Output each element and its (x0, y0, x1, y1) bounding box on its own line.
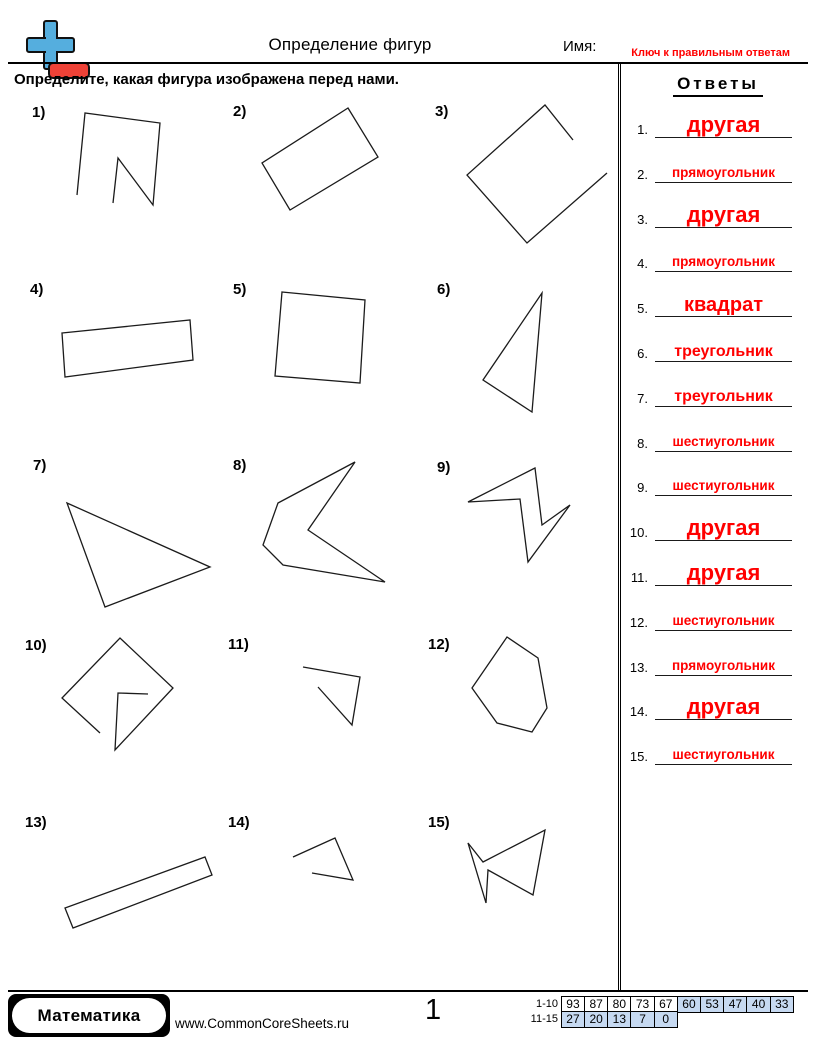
answer-number: 14. (629, 704, 648, 720)
problem-number-6: 6) (437, 281, 451, 298)
score-cell: 47 (723, 996, 748, 1013)
answer-row-5 (624, 287, 792, 317)
answer-row-8 (624, 422, 792, 452)
score-cell: 13 (607, 1011, 632, 1028)
score-cell: 27 (561, 1011, 586, 1028)
answer-blank-line[interactable] (655, 562, 792, 586)
answer-row-11 (624, 556, 792, 586)
shape-7 (67, 503, 210, 607)
score-cell: 0 (654, 1011, 679, 1028)
shape-6 (483, 293, 542, 412)
shape-2 (262, 108, 378, 210)
answer-blank-line[interactable] (655, 201, 792, 228)
answer-row-6 (624, 332, 792, 362)
answer-text: другая (686, 694, 761, 720)
footer-rule (8, 990, 808, 992)
score-range-label: 1-10 (535, 998, 558, 1011)
website-link[interactable]: www.CommonCoreSheets.ru (175, 1016, 350, 1031)
answer-row-12 (624, 601, 792, 631)
score-cell: 60 (677, 996, 702, 1013)
shape-13 (65, 857, 212, 928)
problem-number-15: 15) (428, 814, 450, 831)
worksheet-title: Определение фигур (268, 35, 432, 54)
answer-text: другая (686, 515, 761, 541)
answers-divider-line (618, 64, 621, 992)
answer-text: прямоугольник (672, 164, 775, 180)
answer-blank-line[interactable] (655, 696, 792, 720)
problem-number-2: 2) (233, 103, 247, 120)
answer-number: 4. (637, 256, 648, 272)
subject-badge-label: Математика (12, 998, 166, 1033)
name-label: Имя: (563, 38, 597, 55)
answer-number: 11. (630, 570, 648, 585)
answer-text: шестиугольник (672, 478, 775, 494)
answer-text: прямоугольник (672, 254, 775, 270)
score-cell: 87 (584, 996, 609, 1013)
shape-12 (472, 637, 547, 732)
answers-header (640, 74, 796, 97)
problem-number-7: 7) (33, 457, 47, 474)
answer-row-14 (624, 690, 792, 720)
score-cell: 7 (630, 1011, 655, 1028)
shape-8 (263, 462, 385, 582)
page-number: 1 (425, 994, 442, 1026)
answer-blank-line[interactable] (655, 114, 792, 138)
score-cell: 33 (770, 996, 795, 1013)
answer-text: шестиугольник (672, 612, 775, 628)
problem-number-5: 5) (233, 281, 247, 298)
answer-text: квадрат (684, 294, 763, 317)
score-cell: 73 (630, 996, 655, 1013)
shape-9 (468, 468, 570, 562)
answer-blank-line[interactable] (655, 389, 792, 407)
shape-5 (275, 292, 365, 383)
problem-number-14: 14) (228, 814, 250, 831)
problem-number-1: 1) (32, 104, 46, 121)
answer-blank-line[interactable] (655, 295, 792, 317)
answer-number: 6. (637, 346, 648, 361)
answer-blank-line[interactable] (655, 613, 792, 631)
shape-15 (468, 830, 545, 903)
problem-number-10: 10) (25, 637, 47, 654)
score-range-label: 11-15 (530, 1013, 558, 1026)
answer-blank-line[interactable] (655, 254, 792, 272)
answer-row-15 (624, 735, 792, 765)
problem-number-12: 12) (428, 636, 450, 653)
score-cell: 20 (584, 1011, 609, 1028)
answer-number: 10. (629, 525, 648, 541)
shape-14 (293, 838, 353, 880)
answer-text: другая (686, 201, 761, 227)
score-table-row-11-15 (518, 1011, 678, 1028)
answers-title: Ответы (673, 74, 763, 97)
answer-row-7 (624, 377, 792, 407)
answer-number: 3. (637, 211, 648, 227)
score-cell: 40 (746, 996, 771, 1013)
answer-text: прямоугольник (672, 657, 775, 673)
answer-row-10 (624, 511, 792, 541)
answer-number: 8. (637, 435, 648, 451)
shape-10 (62, 638, 173, 750)
answer-blank-line[interactable] (655, 658, 792, 676)
answer-number: 2. (637, 166, 648, 182)
answer-row-9 (624, 466, 792, 496)
instruction-text: Определите, какая фигура изображена перед нами. (14, 71, 399, 88)
answer-text: треугольник (674, 387, 773, 405)
answer-blank-line[interactable] (655, 434, 792, 452)
shape-11 (303, 667, 360, 725)
problem-number-9: 9) (437, 459, 451, 476)
answer-text: другая (686, 560, 761, 585)
answer-text: шестиугольник (672, 747, 775, 763)
answer-text: треугольник (674, 343, 773, 360)
answer-row-2 (624, 153, 792, 183)
shape-1 (77, 113, 160, 205)
answer-number: 9. (637, 480, 648, 496)
answer-number: 7. (637, 390, 648, 406)
answer-blank-line[interactable] (655, 344, 792, 362)
subject-badge (8, 994, 170, 1037)
shape-3 (467, 105, 607, 243)
answer-blank-line[interactable] (655, 165, 792, 183)
answer-number: 15. (629, 749, 648, 765)
answer-number: 5. (637, 301, 648, 317)
answer-text: другая (686, 112, 761, 137)
score-table-row-1-10 (518, 996, 794, 1013)
answer-row-4 (624, 242, 792, 272)
answer-key-label: Ключ к правильным ответам (631, 47, 790, 59)
score-cell: 67 (654, 996, 679, 1013)
answer-number: 12. (629, 614, 648, 630)
answer-number: 13. (629, 659, 648, 675)
score-cell: 93 (561, 996, 586, 1013)
score-cell: 80 (607, 996, 632, 1013)
answer-number: 1. (637, 122, 648, 137)
answer-row-1 (624, 108, 792, 138)
answer-blank-line[interactable] (655, 478, 792, 496)
score-cell: 53 (700, 996, 725, 1013)
problem-number-13: 13) (25, 814, 47, 831)
problem-number-3: 3) (435, 103, 449, 120)
answer-text: шестиугольник (672, 433, 775, 449)
problem-number-8: 8) (233, 457, 247, 474)
problem-number-11: 11) (228, 636, 249, 653)
answer-row-13 (624, 646, 792, 676)
answer-blank-line[interactable] (655, 517, 792, 541)
answer-row-3 (624, 198, 792, 228)
shape-4 (62, 320, 193, 377)
problem-number-4: 4) (30, 281, 44, 298)
answer-blank-line[interactable] (655, 747, 792, 765)
